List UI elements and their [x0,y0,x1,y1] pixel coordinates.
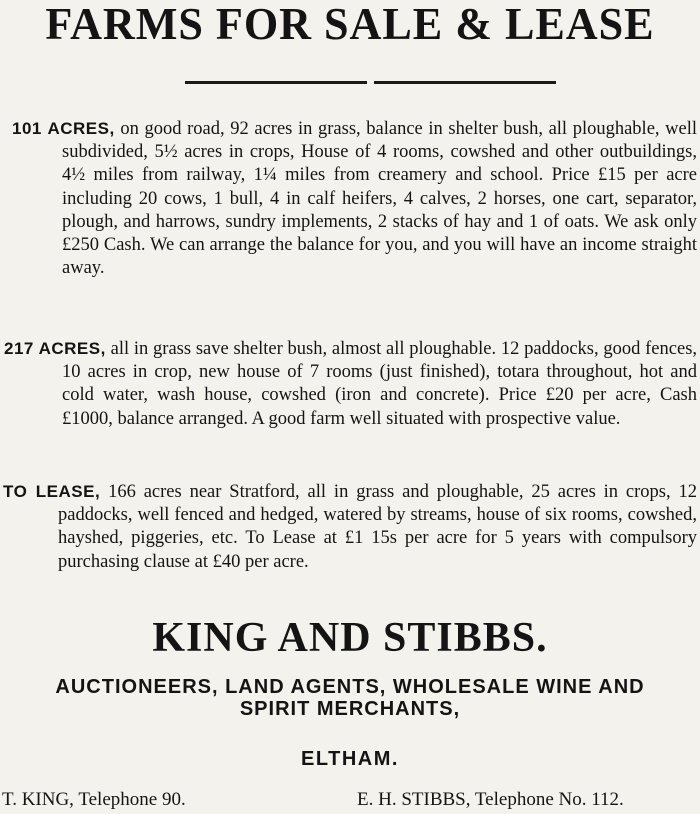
divider-rule-left [185,81,367,84]
divider-rule-right [374,81,556,84]
listing-body: on good road, 92 acres in grass, balance in shelter bush, all ploughable, well subdivided, 5½ acres in crops, House of 4 rooms, cowshed and other outbuildings, 4½ miles from railway, 1¼ miles from creamery and school. Price £15 per acre including 20 cows, 1 bull, 4 in calf heifers, 4 calves, 2 horses, one cart, separator, plough, and harrows, sundry implements, 2 stacks of hay and 1 of oats. We ask only £250 Cash. We can arrange the balance for you, and you will have an income straight away. [62,119,698,279]
listing-lead: 101 ACRES, [12,119,115,138]
firm-town: ELTHAM. [301,748,399,770]
contact-stibbs: E. H. STIBBS, Telephone No. 112. [357,789,624,810]
listing-to-lease [3,480,698,574]
listing-101-acres [12,117,698,280]
firm-description-line-2: SPIRIT MERCHANTS, [239,698,461,720]
firm-name: KING AND STIBBS. [152,615,548,661]
contact-king: T. KING, Telephone 90. [2,789,186,810]
listing-lead: 217 ACRES, [4,339,106,358]
listing-body: all in grass save shelter bush, almost all ploughable. 12 paddocks, good fences, 10 acres in crop, new house of 7 rooms (just finished), totara throughout, hot and cold water, wash house, cowshed (iron and concrete). Price £20 per acre, Cash £1000, balance arranged. A good farm well situated with prospective value. [62,339,698,429]
firm-description-line-1: AUCTIONEERS, LAND AGENTS, WHOLESALE WINE AND [55,676,645,698]
listing-217-acres [4,337,698,431]
listing-body: 166 acres near Stratford, all in grass and ploughable, 25 acres in crops, 12 paddocks, well fenced and hedged, watered by streams, house of six rooms, cowshed, hayshed, piggeries, etc. To Lease at £1 15s per acre for 5 years with compulsory purchasing clause at £40 per acre. [58,482,698,572]
listing-lead: TO LEASE, [3,482,101,501]
advert-headline: FARMS FOR SALE & LEASE [45,0,655,49]
